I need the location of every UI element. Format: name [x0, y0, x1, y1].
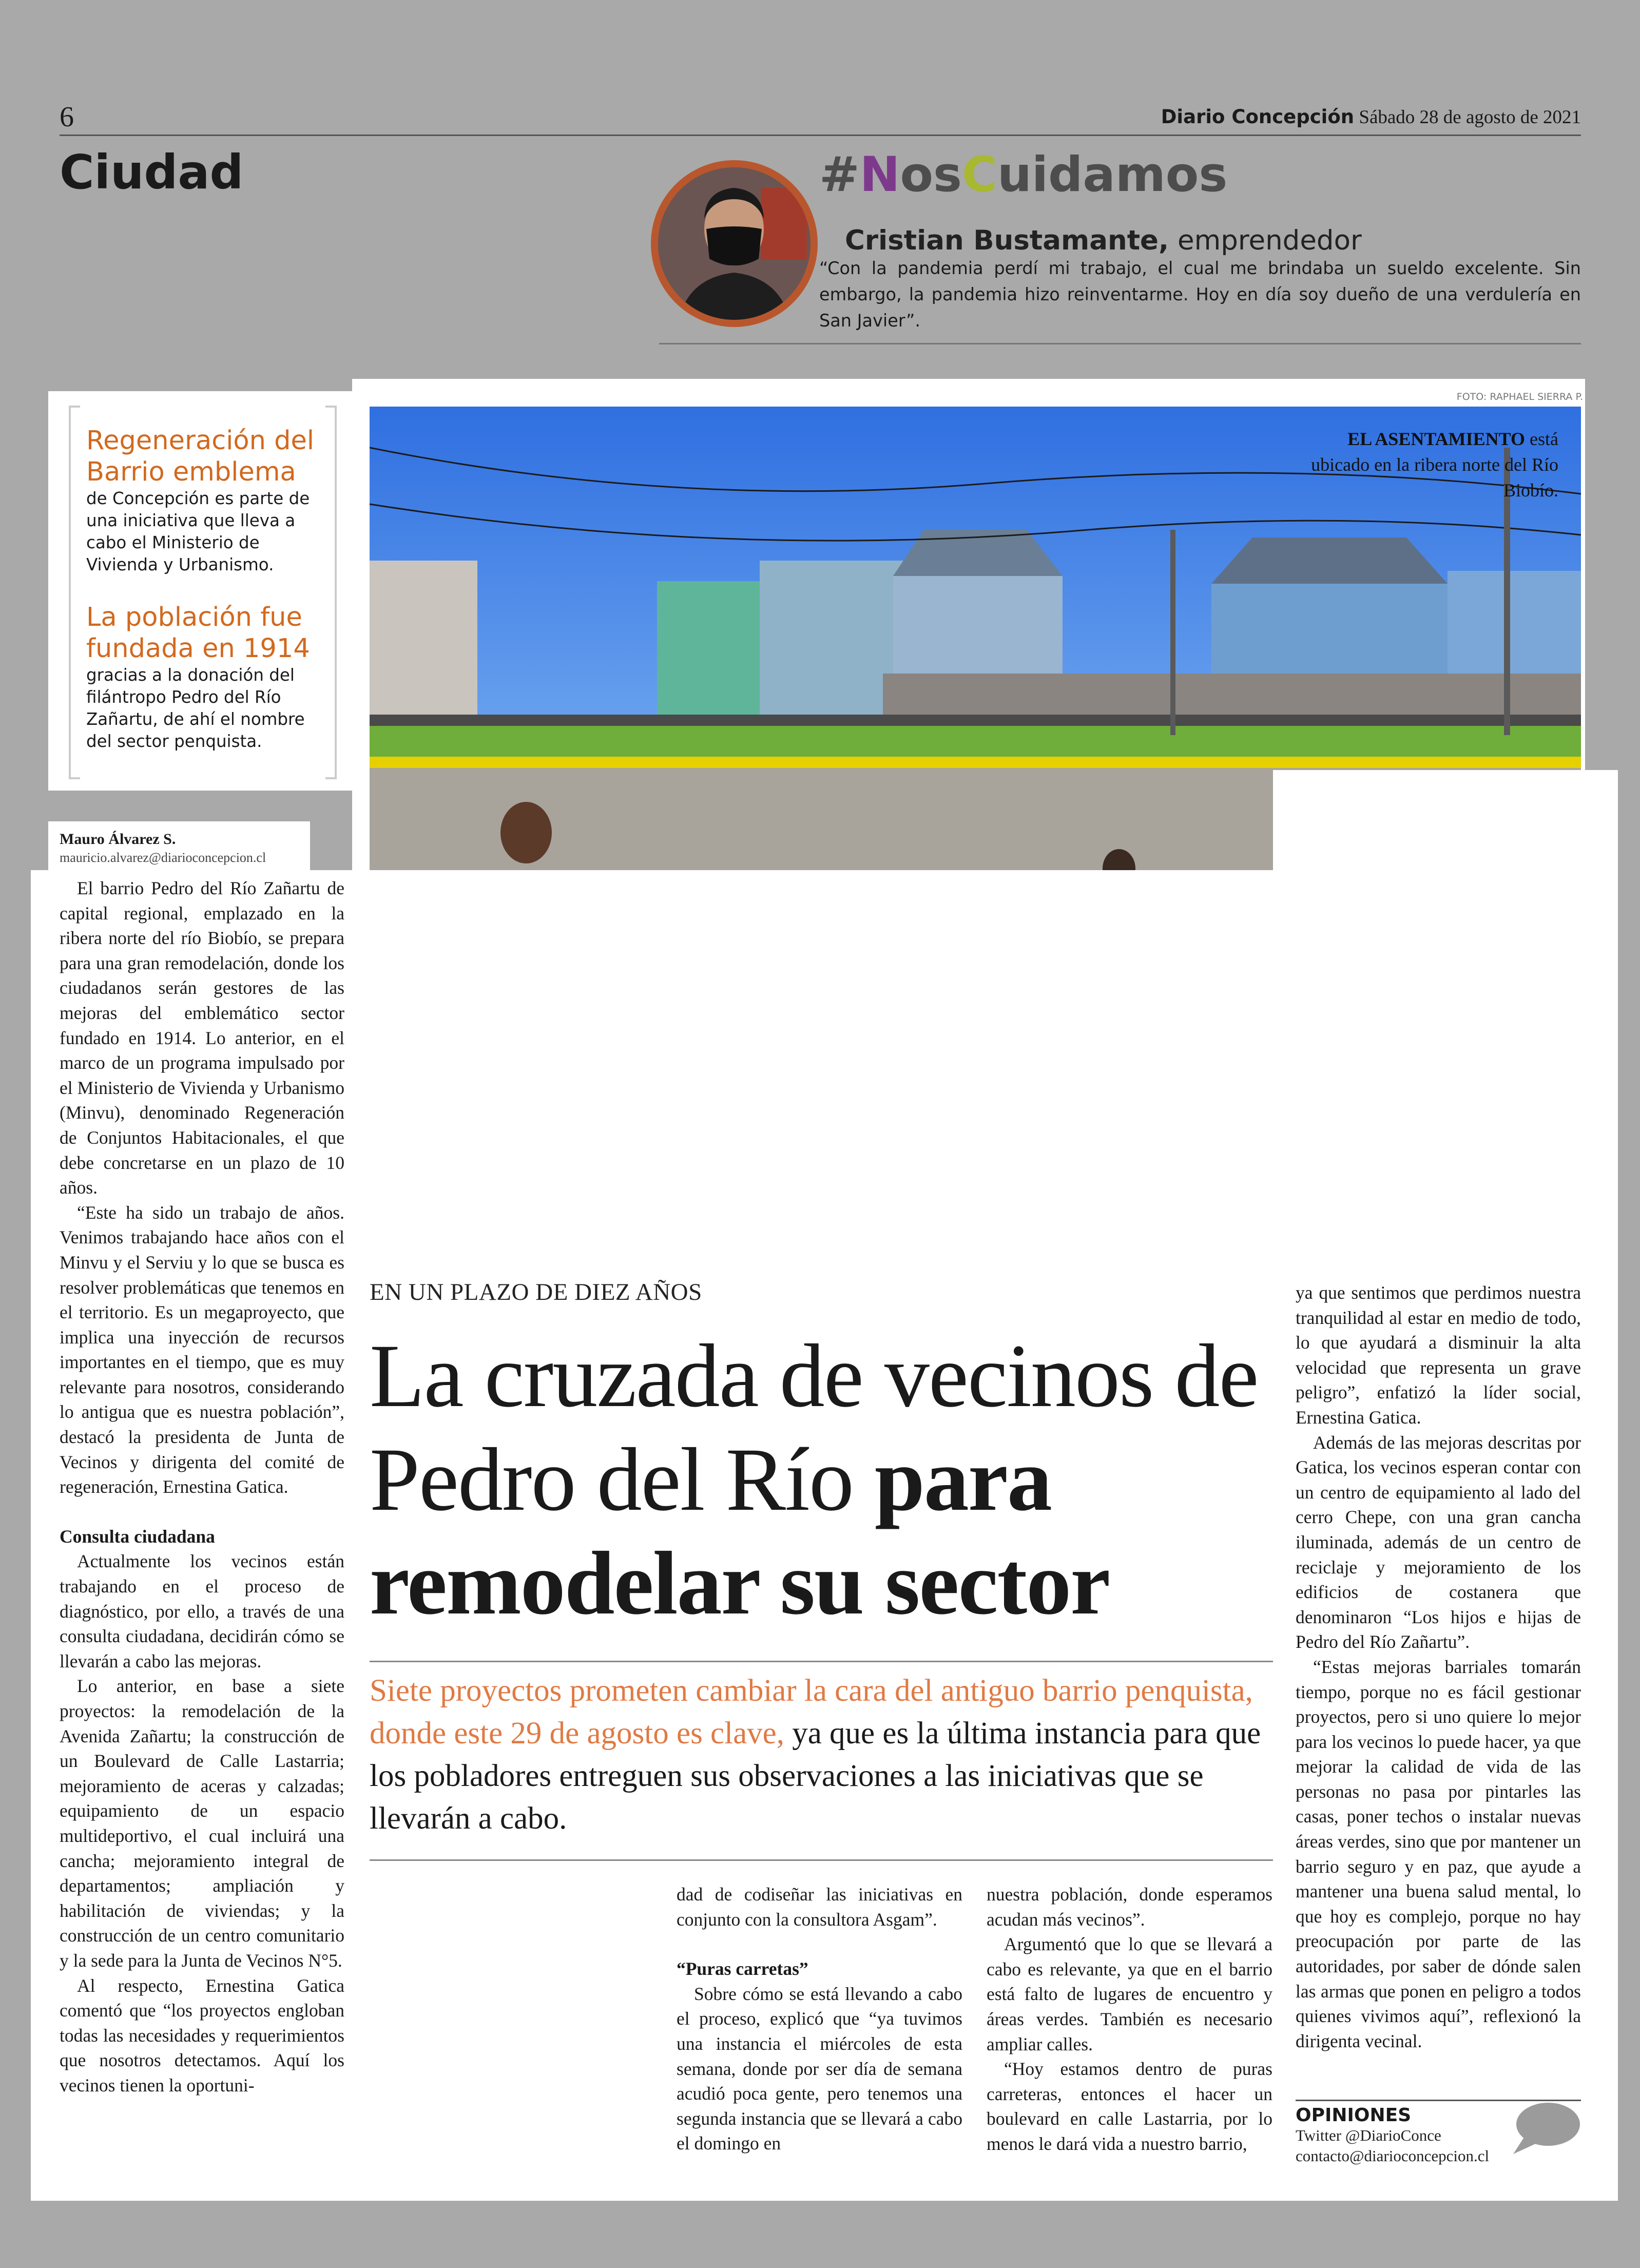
fact-2 [86, 602, 327, 753]
paragraph: Actualmente los vecinos están trabajando en el proceso de diagnóstico, por ello, a través de una consulta ciudadana, decidirán cómo se llevarán a cabo las mejoras. [60, 1551, 344, 1671]
deck [370, 1669, 1273, 1840]
paragraph: El barrio Pedro del Río Zañartu de capital regional, emplazado en la ribera norte del río Biobío, se prepara para una gran remodelación, donde los ciudadanos serán gestores de las mejoras del emblemático sector fundado en 1914. Lo anterior, en el marco de un programa impulsado por el Ministerio de Vivienda y Urbanismo (Minvu), denominado Regeneración de Conjuntos Habitacionales, el que debe concretarse en un plazo de 10 años. [60, 878, 344, 1198]
paragraph: “Hoy estamos dentro de puras carreteras, entonces el hacer un boulevard en calle Lastarria, por lo menos le dará vida a nuestro barrio, [987, 2059, 1272, 2154]
headline-light: La cruzada de vecinos de Pedro del Río [370, 1326, 1258, 1530]
article-column-2 [677, 1882, 962, 2156]
person-role: emprendedor [1177, 225, 1362, 256]
headline-bold: para remodelar su sector [370, 1430, 1110, 1633]
deck-text: ya que es la última instancia para que los pobladores entreguen sus observaciones a las iniciativas que se llevarán a cabo. [370, 1716, 1261, 1836]
byline [60, 830, 266, 867]
article-column-1 [60, 876, 344, 2098]
facts-bracket-left [69, 406, 80, 779]
speech-bubble-icon [1509, 2101, 1581, 2160]
avatar-photo [658, 167, 811, 320]
testimonial-quote: “Con la pandemia perdí mi trabajo, el cual me brindaba un sueldo excelente. Sin embargo, la pandemia hizo reinventarme. Hoy en día soy dueño de una verdulería en San Javier”. [819, 258, 1581, 331]
deck-rule-bottom [370, 1859, 1273, 1861]
author-name: Mauro Álvarez S. [60, 831, 176, 848]
kicker: EN UN PLAZO DE DIEZ AÑOS [370, 1279, 702, 1305]
fact-1 [86, 425, 327, 576]
opinions-title: OPINIONES [1296, 2105, 1412, 2126]
section-title: Ciudad [60, 145, 244, 200]
testimonial-rule [659, 343, 1581, 344]
caption-text: está ubicado en la ribera norte del Río Biobío. [1311, 429, 1558, 501]
photo-caption [1291, 426, 1558, 503]
issue-date: Sábado 28 de agosto de 2021 [1359, 107, 1581, 128]
fact-heading: La población fue fundada en 1914 [86, 602, 310, 664]
deck-highlight: Siete proyectos prometen cambiar la cara del antiguo barrio penquista, donde este 29 de agosto es clave, [370, 1674, 1253, 1751]
opinions-email[interactable]: contacto@diarioconcepcion.cl [1296, 2147, 1490, 2165]
paragraph: ya que sentimos que perdimos nuestra tranquilidad al estar en medio de todo, lo que ayudará a disminuir la alta velocidad que representa un grave peligro”, enfatizó la líder social, Ernestina Gatica. [1296, 1282, 1581, 1428]
publication-name: Diario Concepción [1161, 106, 1355, 128]
deck-rule-top [370, 1661, 1273, 1662]
article-column-4 [1296, 1280, 1581, 2053]
testimonial-person [845, 225, 1362, 256]
caption-lead: EL ASENTAMIENTO [1347, 429, 1526, 449]
masthead [1161, 106, 1581, 128]
paragraph: nuestra población, donde esperamos acudan más vecinos”. [987, 1884, 1272, 1930]
author-email[interactable]: mauricio.alvarez@diarioconcepcion.cl [60, 850, 266, 865]
paragraph: “Este ha sido un trabajo de años. Venimos trabajando hace años con el Minvu y el Serviu y lo que se busca es resolver problemáticas que tenemos en el territorio. Es un megaproyecto, que implica una inyección de recursos importantes en el tiempo, que es muy relevante para nosotros, considerando lo antigua que es nuestra población”, destacó la presidenta de Junta de Vecinos y dirigenta del comité de regeneración, Ernestina Gatica. [60, 1202, 344, 1497]
headline [370, 1324, 1268, 1636]
person-name: Cristian Bustamante, [845, 225, 1169, 256]
fact-heading: Regeneración del Barrio emblema [86, 426, 315, 487]
header-rule [60, 134, 1581, 136]
paragraph: Sobre cómo se está llevando a cabo el proceso, explicó que “ya tuvimos una instancia el miércoles de esta semana, donde por ser día de semana acudió poca gente, pero tenemos una segunda instancia que se llevará a cabo el domingo en [677, 1983, 962, 2154]
photo-credit: FOTO: RAPHAEL SIERRA P. [1456, 391, 1583, 402]
article-column-3 [987, 1882, 1272, 2157]
paragraph: Lo anterior, en base a siete proyectos: la remodelación de la Avenida Zañartu; la construcción de un Boulevard de Calle Lastarria; mejoramiento de aceras y calzadas; equipamiento de un espacio multideportivo, el cual incluirá una cancha; mejoramiento integral de departamentos; ampliación y habilitación de viviendas; y la construcción de un centro comunitario y la sede para la Junta de Vecinos N°5. [60, 1676, 344, 1971]
paragraph: “Estas mejoras barriales tomarán tiempo, porque no es fácil gestionar proyectos, pero si uno quiere lo mejor para los vecinos lo puede hacer, ya que mejorar la calidad de vida de las personas no pasa por pintarles las casas, poner techos o instalar nuevas áreas verdes, sino que por mantener un barrio seguro y en paz, que ayude a mantener una buena salud mental, lo que hoy es complejo, porque no hay preocupación por parte de las autoridades, por saber de dónde salen las armas que ponen en peligro a todos quienes vivimos aquí”, reflexionó la dirigenta vecinal. [1296, 1656, 1581, 2051]
right-column-panel [1273, 770, 1618, 1283]
hashtag-title: #NosCuidamos [819, 147, 1228, 203]
facts-box [48, 391, 352, 791]
subheading: “Puras carretas” [677, 1958, 808, 1979]
paragraph: Argumentó que lo que se llevará a cabo es relevante, ya que en el barrio está falto de lugares de encuentro y áreas verdes. También es necesario ampliar calles. [987, 1934, 1272, 2054]
subheading: Consulta ciudadana [60, 1526, 215, 1547]
avatar [651, 160, 818, 327]
opinions-twitter[interactable]: Twitter @DiarioConce [1296, 2126, 1441, 2144]
page-number: 6 [60, 101, 74, 133]
fact-text: gracias a la donación del filántropo Pedro del Río Zañartu, de ahí el nombre del sector penquista. [86, 665, 305, 751]
paragraph: dad de codiseñar las iniciativas en conjunto con la consultora Asgam”. [677, 1884, 962, 1930]
fact-text: de Concepción es parte de una iniciativa que lleva a cabo el Ministerio de Vivienda y Urbanismo. [86, 489, 310, 574]
paragraph: Además de las mejoras descritas por Gatica, los vecinos esperan contar con un centro de equipamiento al lado del cerro Chepe, con una gran cancha iluminada, además de un centro de reciclaje y mejoramiento de los edificios de costanera que denominaron “Los hijos e hijas de Pedro del Río Zañartu”. [1296, 1432, 1581, 1652]
paragraph: Al respecto, Ernestina Gatica comentó que “los proyectos engloban todas las necesidades y requerimientos que nosotros detectamos. Aquí los vecinos tienen la oportuni- [60, 1975, 344, 2096]
